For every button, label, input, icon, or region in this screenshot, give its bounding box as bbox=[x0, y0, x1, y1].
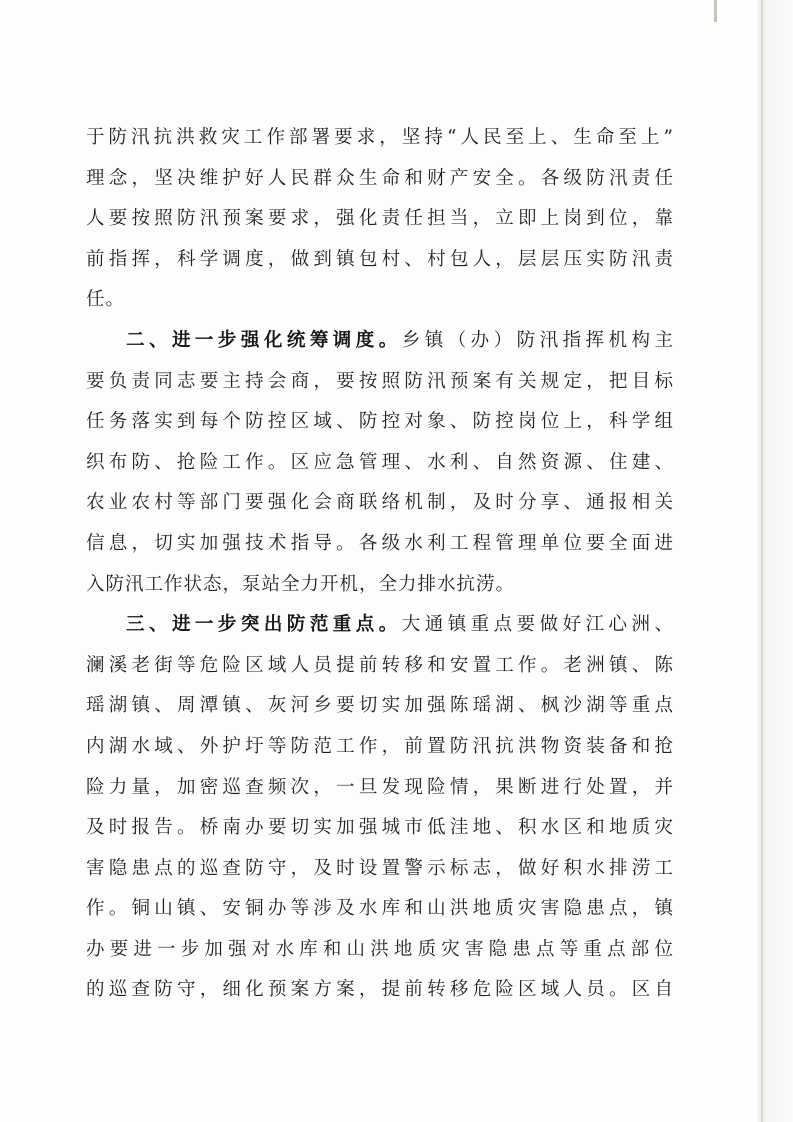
section-two-lead-text: 乡镇（办）防汛指挥机构主 bbox=[401, 329, 674, 351]
body-text bbox=[86, 118, 674, 1011]
text-line: 理念，坚决维护好人民群众生命和财产安全。各级防汛责任 bbox=[86, 167, 674, 189]
text-line: 任。 bbox=[86, 289, 126, 311]
text-line: 于防汛抗洪救灾工作部署要求，坚持“人民至上、生命至上” bbox=[86, 127, 674, 148]
text-line: 澜溪老街等危险区域人员提前转移和安置工作。老洲镇、陈 bbox=[86, 654, 674, 676]
text-line: 要负责同志要主持会商，要按照防汛预案有关规定，把目标 bbox=[86, 370, 674, 392]
text-line: 险力量，加密巡查频次，一旦发现险情，果断进行处置，并 bbox=[86, 776, 674, 798]
scan-corner-mark bbox=[714, 0, 717, 22]
text-line: 及时报告。桥南办要切实加强城市低洼地、积水区和地质灾 bbox=[86, 817, 674, 839]
section-heading-two: 二、进一步强化统筹调度。 bbox=[126, 329, 402, 351]
text-line: 害隐患点的巡查防守，及时设置警示标志，做好积水排涝工 bbox=[86, 857, 674, 879]
text-line: 作。铜山镇、安铜办等涉及水库和山洪地质灾害隐患点，镇 bbox=[86, 898, 674, 920]
text-line: 人要按照防汛预案要求，强化责任担当，立即上岗到位，靠 bbox=[86, 208, 674, 230]
text-line: 农业农村等部门要强化会商联络机制，及时分享、通报相关 bbox=[86, 492, 674, 514]
section-three-first-line bbox=[86, 605, 674, 646]
text-line: 瑶湖镇、周潭镇、灰河乡要切实加强陈瑶湖、枫沙湖等重点 bbox=[86, 695, 674, 717]
text-line: 的巡查防守，细化预案方案，提前转移危险区域人员。区自 bbox=[86, 979, 674, 1001]
section-heading-three: 三、进一步突出防范重点。 bbox=[126, 614, 402, 636]
section-two-first-line bbox=[86, 321, 674, 362]
section-three-lead-text: 大通镇重点要做好江心洲、 bbox=[401, 614, 674, 636]
text-line: 入防汛工作状态，泵站全力开机，全力排水抗涝。 bbox=[86, 573, 516, 595]
text-line: 织布防、抢险工作。区应急管理、水利、自然资源、住建、 bbox=[86, 451, 674, 473]
text-line: 内湖水域、外护圩等防范工作，前置防汛抗洪物资装备和抢 bbox=[86, 735, 674, 757]
text-line: 任务落实到每个防控区域、防控对象、防控岗位上，科学组 bbox=[86, 411, 674, 433]
text-line: 信息，切实加强技术指导。各级水利工程管理单位要全面进 bbox=[86, 532, 674, 554]
scan-edge-line bbox=[761, 0, 763, 1122]
text-line: 办要进一步加强对水库和山洪地质灾害隐患点等重点部位 bbox=[86, 938, 674, 960]
text-line: 前指挥，科学调度，做到镇包村、村包人，层层压实防汛责 bbox=[86, 248, 674, 270]
